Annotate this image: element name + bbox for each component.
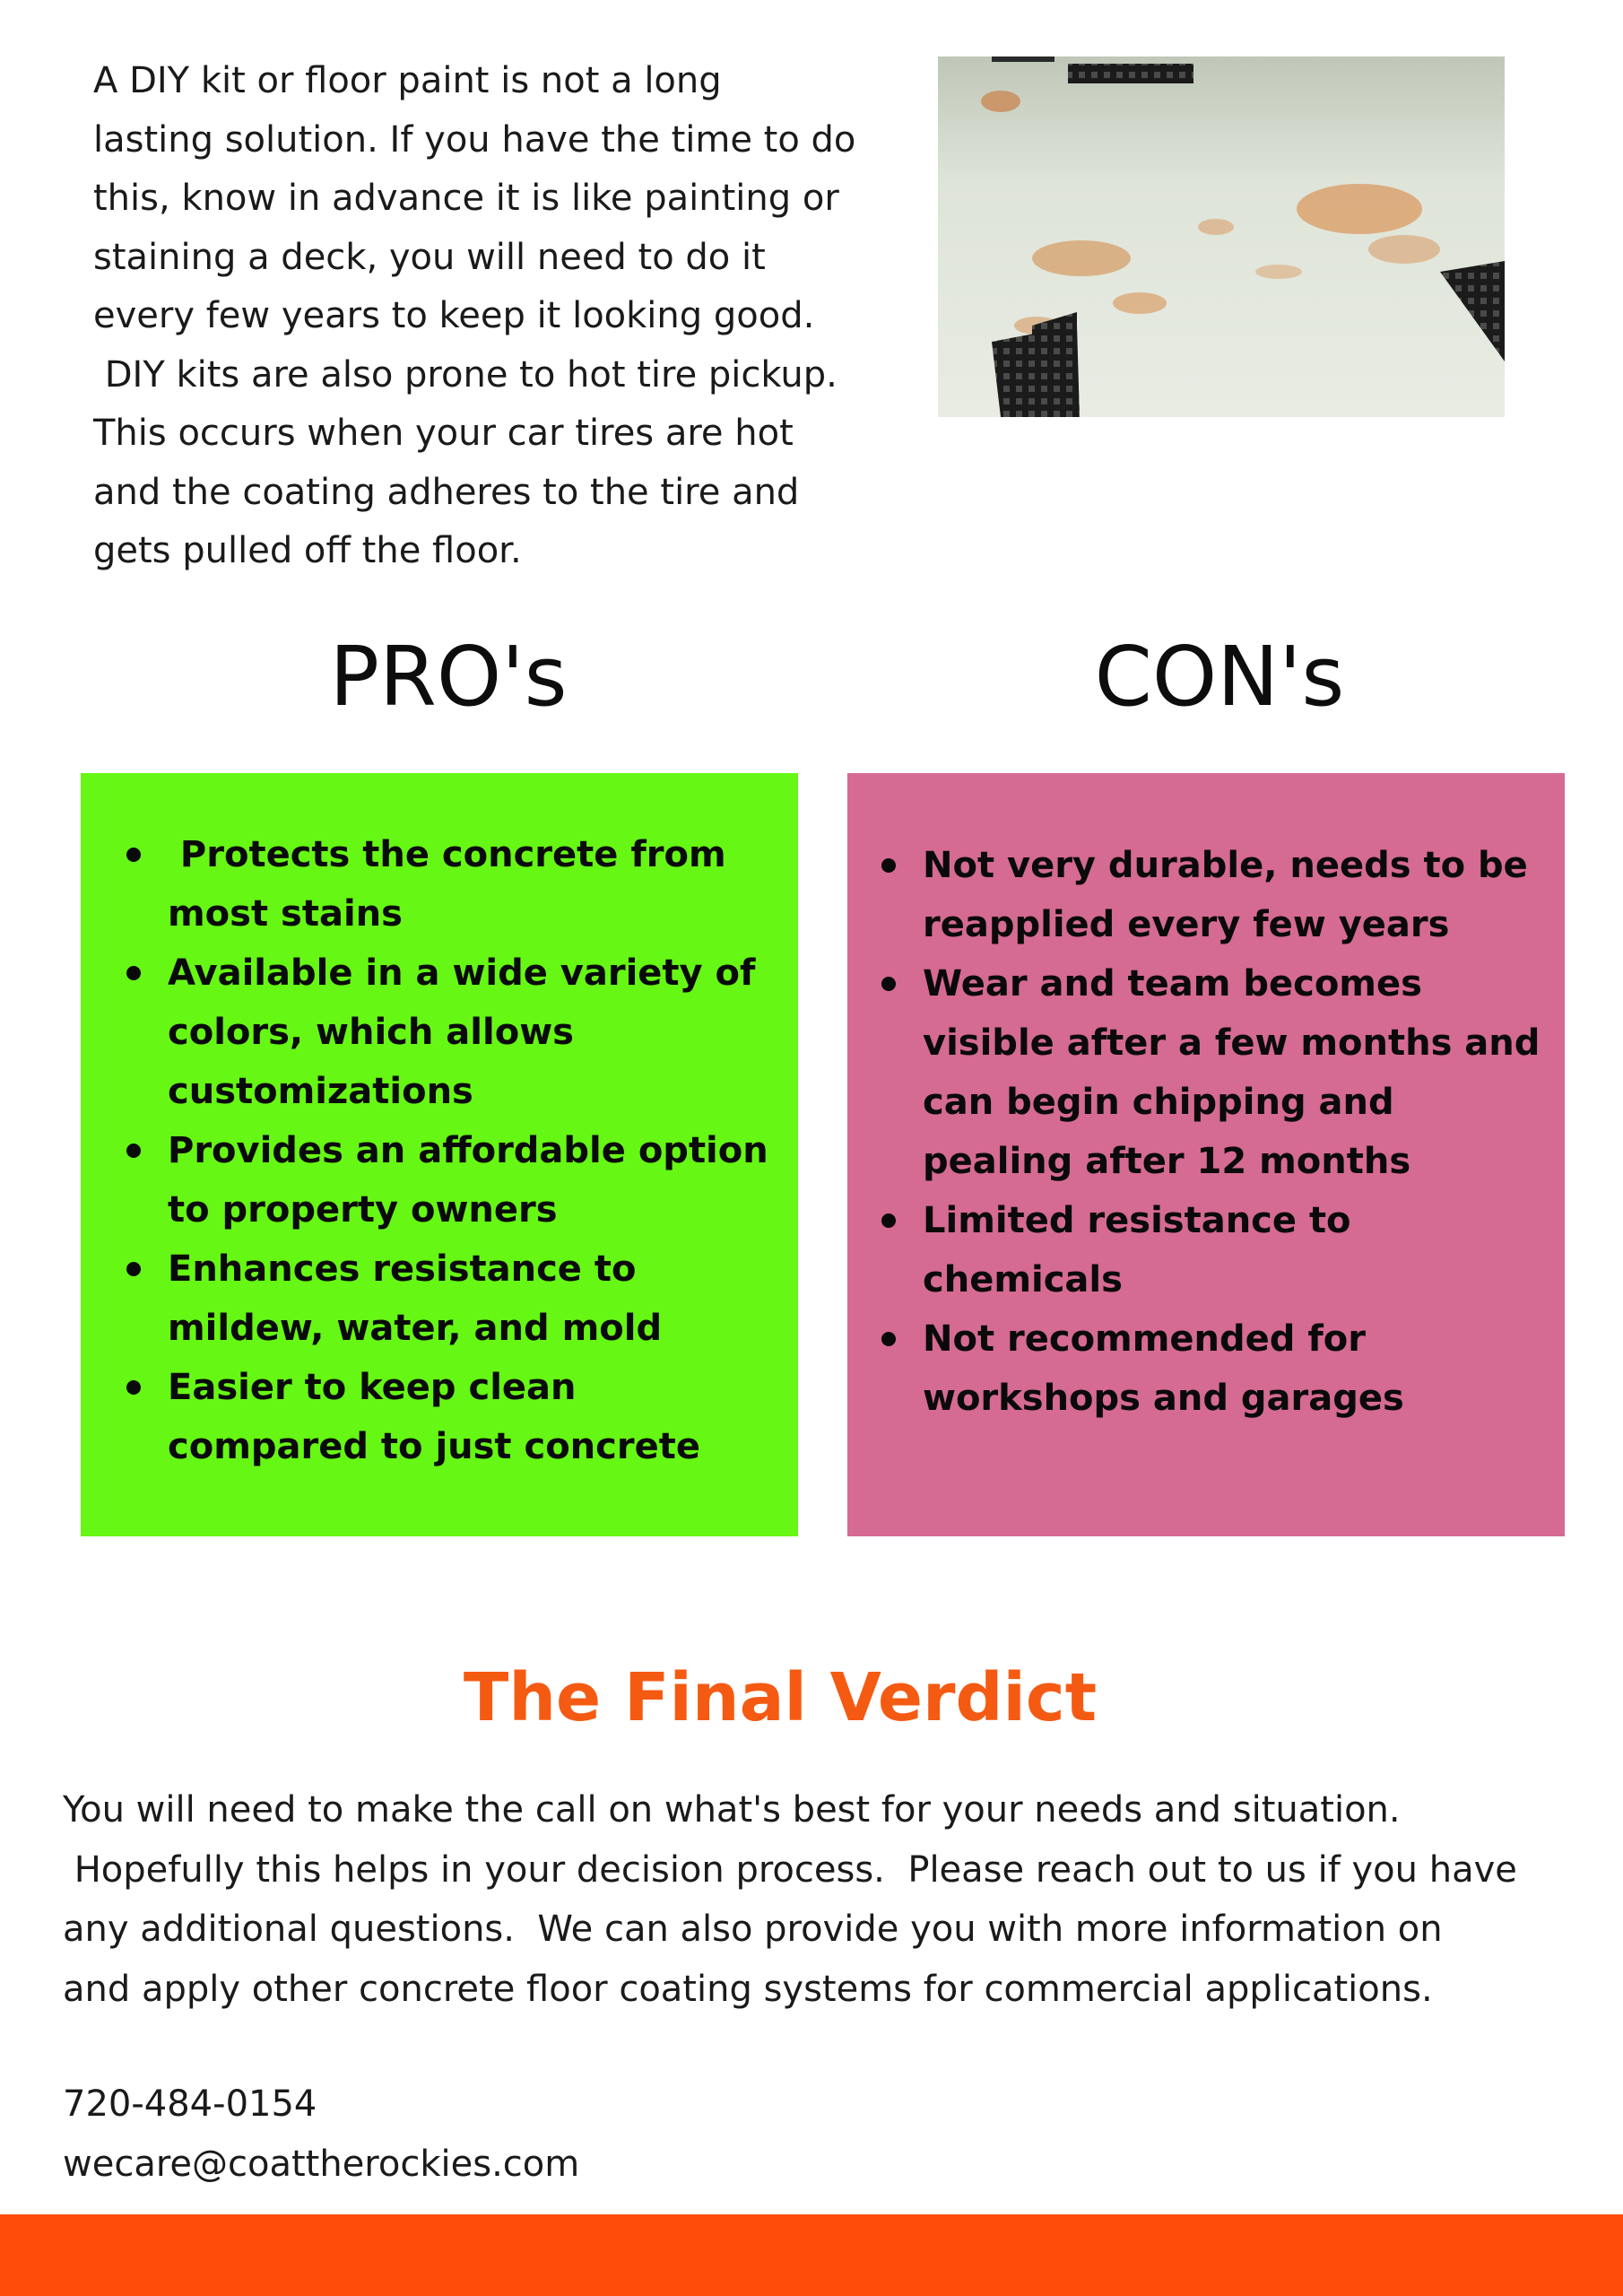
email-address[interactable]: wecare@coattherockies.com xyxy=(63,2144,580,2185)
list-item: Not recommended for workshops and garages xyxy=(847,1309,1565,1428)
list-item: Available in a wide variety of colors, which allows customizations xyxy=(81,944,798,1121)
bullet-icon xyxy=(126,966,141,980)
intro-line: A DIY kit or floor paint is not a long xyxy=(93,60,722,101)
paint-stain xyxy=(1198,219,1234,235)
floor-mat xyxy=(1068,64,1193,83)
intro-paragraph xyxy=(93,52,864,581)
footer-bar xyxy=(0,2214,1623,2296)
pros-box xyxy=(81,773,798,1536)
bullet-icon xyxy=(881,858,896,873)
intro-line: and the coating adheres to the tire and xyxy=(93,471,800,513)
paint-stain xyxy=(1255,265,1302,279)
pros-list xyxy=(81,825,798,1476)
list-item: Limited resistance to chemicals xyxy=(847,1191,1565,1309)
intro-line: DIY kits are also prone to hot tire pickup. xyxy=(93,353,838,396)
paint-stain xyxy=(1368,235,1440,264)
verdict-line: any additional questions. We can also provide you with more information on xyxy=(63,1909,1443,1950)
verdict-line: and apply other concrete floor coating systems for commercial applications. xyxy=(63,1968,1433,2010)
paint-stain xyxy=(1032,240,1131,276)
cons-box xyxy=(847,773,1565,1536)
contact-info xyxy=(63,2074,870,2195)
bullet-icon xyxy=(881,1332,896,1346)
paint-stain xyxy=(1113,292,1167,314)
intro-line: staining a deck, you will need to do it xyxy=(93,236,766,278)
list-item: Enhances resistance to mildew, water, and mold xyxy=(81,1239,798,1358)
bullet-icon xyxy=(126,848,141,862)
intro-line: This occurs when your car tires are hot xyxy=(93,413,794,454)
list-item: Provides an affordable option to property owners xyxy=(81,1121,798,1239)
peeling-floor-illustration xyxy=(938,57,1505,417)
verdict-line: Hopefully this helps in your decision process. Please reach out to us if you have xyxy=(63,1848,1517,1891)
floor-mat xyxy=(992,326,1080,417)
paint-stain xyxy=(1297,184,1422,234)
bullet-icon xyxy=(126,1262,141,1276)
peeling-floor-photo xyxy=(938,57,1505,417)
list-item: Easier to keep clean compared to just concrete xyxy=(81,1358,798,1476)
bullet-icon xyxy=(126,1144,141,1158)
list-item: Wear and team becomes visible after a few months and can begin chipping and pealing after 12 months xyxy=(847,954,1565,1191)
phone-number[interactable]: 720-484-0154 xyxy=(63,2083,317,2125)
pros-heading: PRO's xyxy=(329,629,568,725)
intro-line: every few years to keep it looking good. xyxy=(93,295,815,336)
bullet-icon xyxy=(881,1213,896,1228)
bullet-icon xyxy=(126,1380,141,1395)
intro-line: lasting solution. If you have the time to do xyxy=(93,118,856,161)
floor-mat xyxy=(992,57,1055,62)
intro-line: this, know in advance it is like painting or xyxy=(93,178,839,219)
verdict-line: You will need to make the call on what's best for your needs and situation. xyxy=(63,1789,1401,1831)
bullet-icon xyxy=(881,977,896,991)
list-item: Protects the concrete from most stains xyxy=(81,825,798,944)
intro-line: gets pulled off the floor. xyxy=(93,530,522,571)
list-item: Not very durable, needs to be reapplied every few years xyxy=(847,836,1565,954)
cons-list xyxy=(847,836,1565,1428)
verdict-paragraph xyxy=(63,1780,1569,2019)
cons-heading: CON's xyxy=(1094,629,1345,725)
verdict-title: The Final Verdict xyxy=(463,1659,1098,1736)
paint-stain xyxy=(981,91,1020,112)
